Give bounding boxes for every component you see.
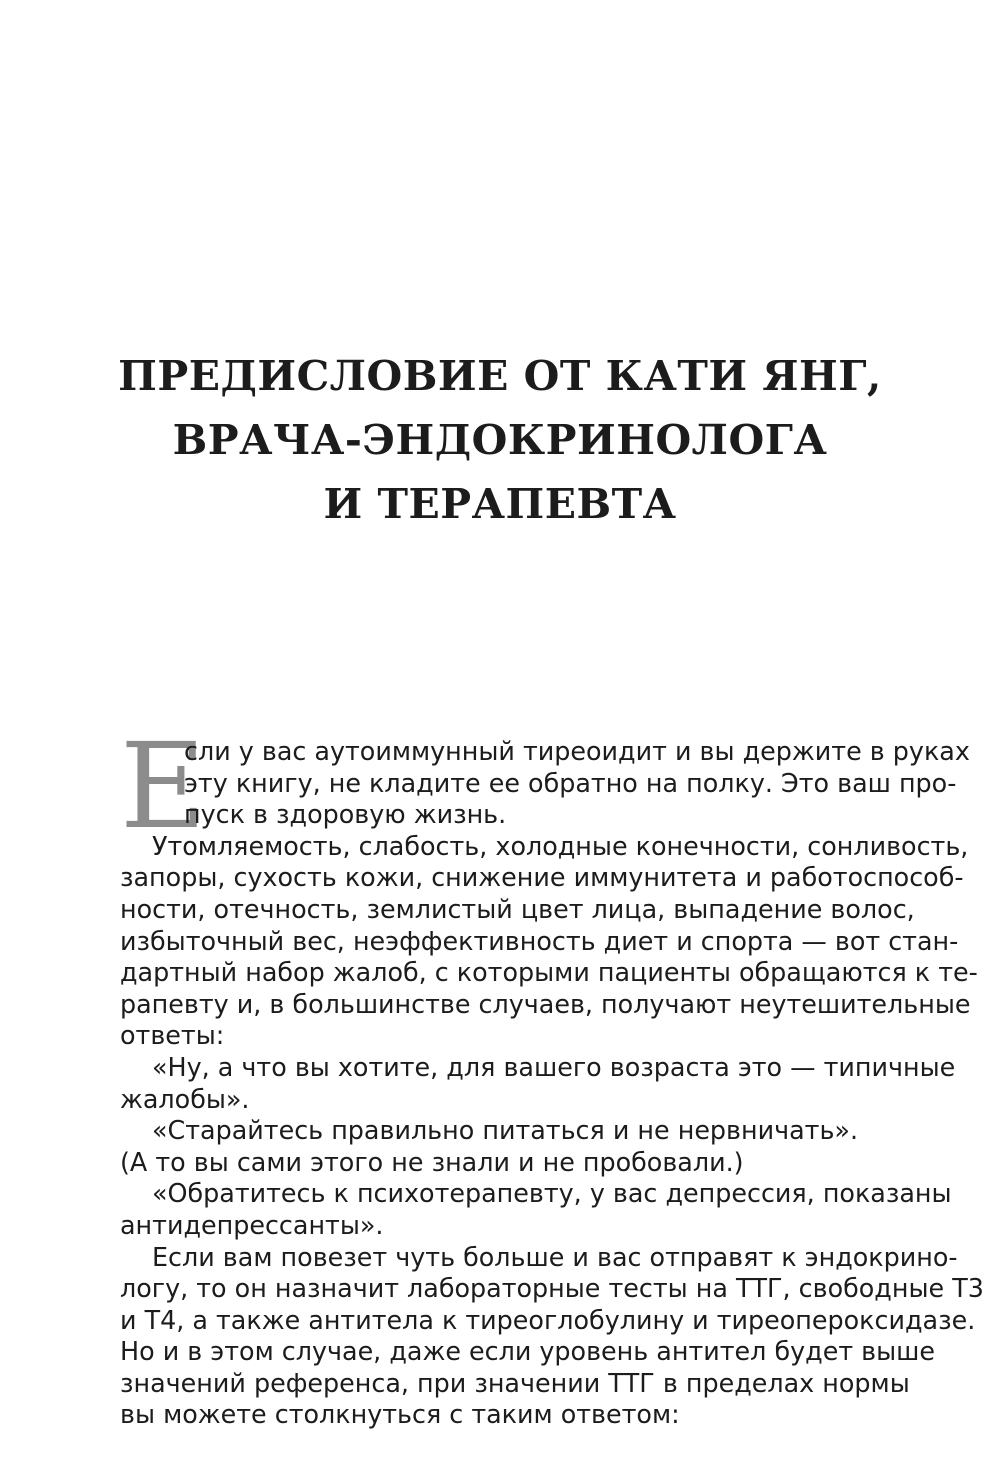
chapter-title: [100, 344, 900, 536]
text-line: сли у вас аутоиммунный тиреоидит и вы держите в руках: [184, 736, 970, 766]
title-line: И ТЕРАПЕВТА: [323, 480, 677, 528]
text-line: ответы:: [120, 1020, 225, 1051]
text-line: Но и в этом случае, даже если уровень антител будет выше: [120, 1336, 936, 1367]
text-line: пуск в здоровую жизнь.: [184, 799, 507, 830]
text-line: Утомляемость, слабость, холодные конечности, сонливость,: [152, 830, 969, 861]
text-line: Если вам повезет чуть больше и вас отправят к эндокрино-: [152, 1241, 958, 1272]
text-line: вы можете столкнуться с таким ответом:: [120, 1399, 680, 1430]
text-line: значений референса, при значении ТТГ в пределах нормы: [120, 1367, 910, 1398]
text-line: (А то вы сами этого не знали и не пробовали.): [120, 1146, 744, 1177]
drop-cap: Е: [120, 717, 207, 855]
text-line: избыточный вес, неэффективность диет и спорта — вот стан-: [120, 925, 959, 956]
text-line: эту книгу, не кладите ее обратно на полку. Это ваш про-: [184, 767, 957, 798]
text-line: «Обратитесь к психотерапевту, у вас депрессия, показаны: [152, 1178, 952, 1209]
text-line: и Т4, а также антитела к тиреоглобулину и тиреопероксидазе.: [120, 1304, 976, 1335]
text-line: логу, то он назначит лабораторные тесты на ТТГ, свободные Т3: [120, 1273, 984, 1304]
text-line: дартный набор жалоб, с которыми пациенты обращаются к те-: [120, 957, 978, 988]
text-line: антидепрессанты».: [120, 1209, 384, 1240]
text-line: запоры, сухость кожи, снижение иммунитета и работоспособ-: [120, 862, 964, 893]
title-line: ВРАЧА-ЭНДОКРИНОЛОГА: [172, 416, 828, 464]
body-text: [120, 736, 984, 1431]
text-line: ности, отечность, землистый цвет лица, выпадение волос,: [120, 893, 915, 924]
text-line: рапевту и, в большинстве случаев, получают неутешительные: [120, 988, 971, 1019]
text-line: «Старайтесь правильно питаться и не нервничать».: [152, 1115, 859, 1146]
title-line: ПРЕДИСЛОВИЕ ОТ КАТИ ЯНГ,: [118, 352, 882, 400]
text-line: жалобы».: [120, 1083, 250, 1114]
text-line: «Ну, а что вы хотите, для вашего возраста это — типичные: [152, 1051, 956, 1082]
